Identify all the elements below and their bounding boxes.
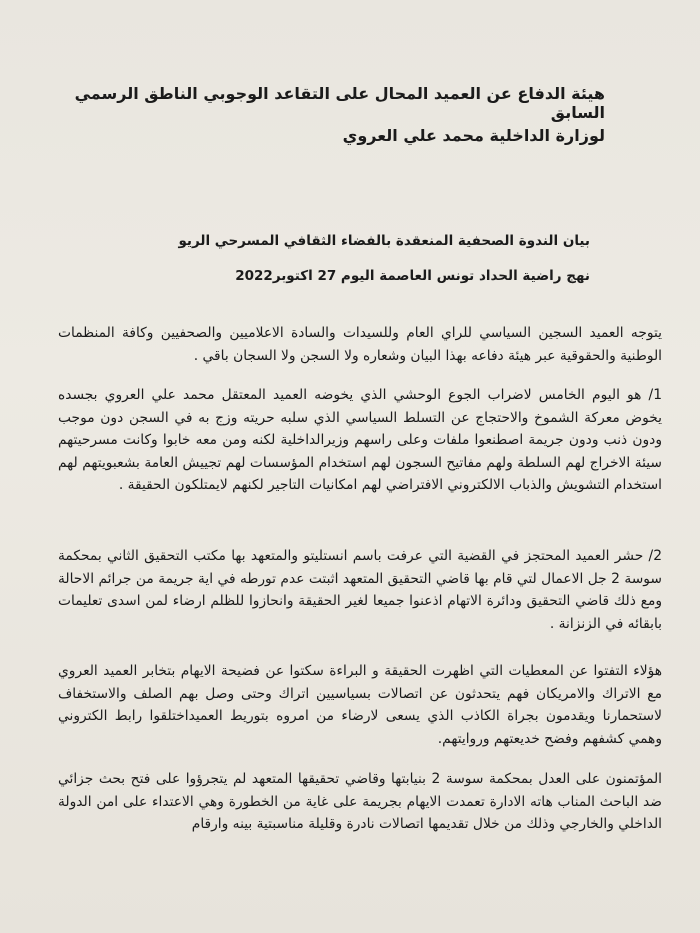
document-title-line2: لوزارة الداخلية محمد علي العروي (342, 126, 605, 145)
intro-paragraph: يتوجه العميد السجين السياسي للراي العام وللسيدات والسادة الاعلاميين والصحفيين وكافة المنظمات الوطنية والحقوقية عبر هيئة دفاعه بهذا البيان وشعاره ولا السجن ولا السجان باقي . (58, 325, 662, 364)
paragraph-1: 1/ هو اليوم الخامس لاضراب الجوع الوحشي الذي يخوضه العميد المعتقل محمد علي العروي بجسده يخوض معركة الشموخ والاحتجاج عن التسلط السياسي الذي سلبه حريته وزج به في السجن دون موجب ودون ذنب ودون جريمة اصطنعوا ملفات وعلى راسهم وزيرالداخلية لكنه ومن معه خابوا وكانت مسرحيتهم سيئة الاخراج لهم السلطة ولهم مفاتيح السجون لهم استخدام المؤسسات لهم تجييش العامة بشعبويتهم لهم استخدام التشويش والذباب الالكتروني الافتراضي لهم امكانيات التاجير لكنهم لايمتلكون الحقيقة . (58, 387, 662, 493)
paragraph-3: هؤلاء التفتوا عن المعطيات التي اظهرت الحقيقة و البراءة سكتوا عن فضيحة الايهام بتخابر العميد العروي مع الاتراك والامريكان فهم يتحدثون عن اتصالات بسياسيين اتراك وحتى وصل بهم الصلف والاستخفاف لاستحمارنا ويقدمون بجراة الكاذب الذي يسعى لارضاء من امروه بتوريط العميداختلقوا رابط الكتروني وهمي كشفهم وفضح خديعتهم وروايتهم. (58, 663, 662, 747)
statement-heading: بيان الندوة الصحفية المنعقدة بالفضاء الثقافي المسرحي الريو (178, 233, 590, 249)
statement-location-date: نهج راضية الحداد تونس العاصمة اليوم 27 اكتوبر2022 (235, 268, 590, 284)
paragraph-2: 2/ حشر العميد المحتجز في القضية التي عرفت باسم انستليتو والمتعهد بها مكتب التحقيق الثاني بمحكمة سوسة 2 جل الاعمال لتي قام بها قاضي التحقيق المتعهد اثبتت عدم تورطه في اية جريمة من جرائم الاحالة ومع ذلك قاضي التحقيق ودائرة الاتهام اذعنوا جميعا لغير الحقيقة وانحازوا للظلم ارضاء لمن اسدى تعليمات بابقائه في الزنزانة . (58, 548, 662, 632)
document-title-line1: هيئة الدفاع عن العميد المحال على التقاعد الوجوبي الناطق الرسمي السابق (74, 84, 605, 123)
paragraph-4: المؤتمنون على العدل بمحكمة سوسة 2 بنيابتها وقاضي تحقيقها المتعهد لم يتجرؤوا على فتح بحث جزائي ضد الباحث المناب هاته الادارة تعمدت الايهام بجريمة على غاية من الخطورة وهي الاعتداء على امن الدولة الداخلي والخارجي وذلك من خلال تقديمها اتصالات نادرة وقليلة مناسبتية بينه وارقام (58, 771, 662, 832)
